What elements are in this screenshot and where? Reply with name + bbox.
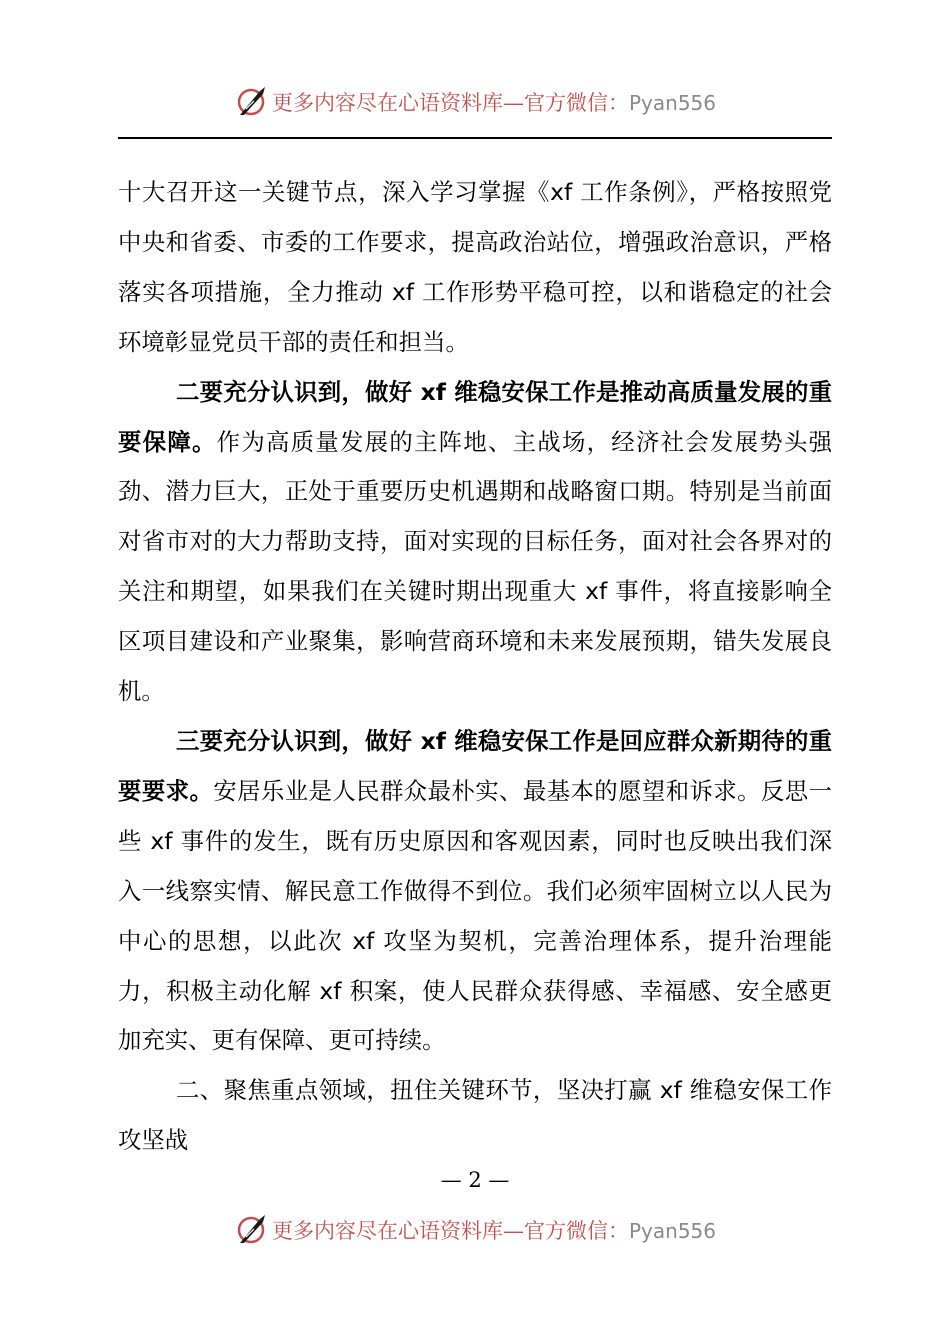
footer-banner bbox=[0, 1210, 950, 1250]
paragraph-3 bbox=[118, 717, 832, 1066]
paragraph-2 bbox=[118, 368, 832, 717]
section-heading-2: 二、聚焦重点领域，扭住关键环节，坚决打赢 xf 维稳安保工作攻坚战 bbox=[118, 1076, 832, 1155]
header-wechat-id: Pyan556 bbox=[628, 91, 716, 115]
page-number: — 2 — bbox=[440, 1168, 510, 1192]
header-banner-text: 更多内容尽在心语资料库—官方微信：Pyan556 bbox=[271, 91, 716, 115]
footer-banner-text: 更多内容尽在心语资料库—官方微信：Pyan556 bbox=[271, 1219, 716, 1243]
paragraph-2-text: 作为高质量发展的主阵地、主战场，经济社会发展势头强劲、潜力巨大，正处于重要历史机遇期和战略窗口期。特别是当前面对省市对的大力帮助支持，面对实现的目标任务，面对社会各界对的关注和期望，如果我们在关键时期出现重大 xf 事件，将直接影响全区项目建设和产业聚集，影响营商环境和未来发展预期，错失发展良机。 bbox=[118, 427, 833, 706]
paragraph-2-heading: 二要充分认识到，做好 xf 维稳安保工作是推动高质量发展的重要保障。 bbox=[118, 377, 832, 456]
document-body bbox=[118, 168, 832, 1166]
header-banner bbox=[0, 82, 950, 122]
quill-logo-icon bbox=[234, 1213, 268, 1247]
paragraph-3-heading: 三要充分认识到，做好 xf 维稳安保工作是回应群众新期待的重要要求。 bbox=[118, 726, 832, 805]
paragraph-1: 十大召开这一关键节点，深入学习掌握《xf 工作条例》，严格按照党中央和省委、市委的工作要求，提高政治站位，增强政治意识，严格落实各项措施，全力推动 xf 工作形势平稳可控，以和谐稳定的社会环境彰显党员干部的责任和担当。 bbox=[118, 178, 832, 356]
paragraph-3-text: 安居乐业是人民群众最朴实、最基本的愿望和诉求。反思一些 xf 事件的发生，既有历史原因和客观因素，同时也反映出我们深入一线察实情、解民意工作做得不到位。我们必须牢固树立以人民为中心的思想，以此次 xf 攻坚为契机，完善治理体系，提升治理能力，积极主动化解 xf 积案，使人民群众获得感、幸福感、安全感更加充实、更有保障、更可持续。 bbox=[118, 776, 833, 1055]
header-rule bbox=[118, 137, 832, 139]
footer-wechat-id: Pyan556 bbox=[628, 1219, 716, 1243]
quill-logo-icon bbox=[234, 85, 268, 119]
